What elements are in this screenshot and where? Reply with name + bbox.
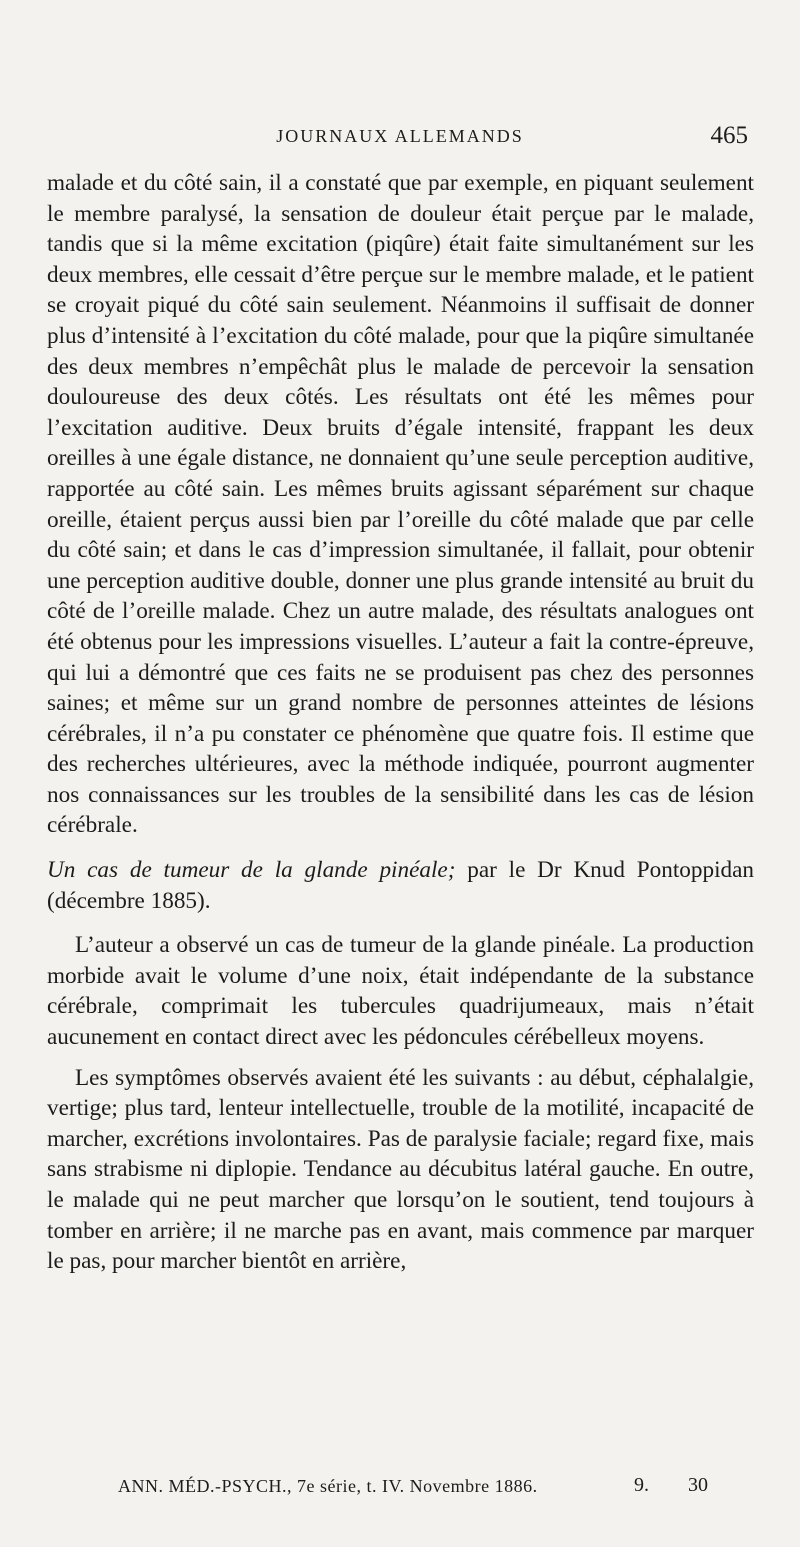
page-number: 465 (710, 122, 748, 149)
section-title-author: par le Dr Knud Pontoppidan (décembre 1885). (47, 857, 754, 914)
footer-citation: ANN. MÉD.-PSYCH., 7e série, t. IV. Novembre 1886. (118, 1476, 538, 1496)
page-header (0, 122, 800, 156)
signature-mark-b: 30 (688, 1474, 708, 1496)
page-footer (0, 1470, 800, 1500)
section-title-italic: Un cas de tumeur de la glande pinéale; (47, 857, 456, 884)
running-head: JOURNAUX ALLEMANDS (276, 126, 524, 146)
paragraph-3: Les symptômes observés avaient été les suivants : au début, céphalalgie, vertige; plus tard, lenteur intellectuelle, trouble de la motilité, incapacité de marcher, excrétions involontaires. Pas de paralysie faciale; regard fixe, mais sans strabisme ni diplopie. Tendance au décubitus latéral gauche. En outre, le malade qui ne peut marcher que lorsqu’on le soutient, tend toujours à tomber en arrière; il ne marche pas en avant, mais commence par marquer le pas, pour marcher bientôt en arrière, (47, 1064, 754, 1275)
paragraph-1: malade et du côté sain, il a constaté que par exemple, en piquant seulement le membre paralysé, la sensation de douleur était perçue par le malade, tandis que si la même excitation (piqûre) était faite simultanément sur les deux membres, elle cessait d’être perçue sur le membre malade, et le patient se croyait piqué du côté sain seulement. Néanmoins il suffisait de donner plus d’intensité à l’excitation du côté malade, pour que la piqûre simultanée des deux membres n’empêchât plus le malade de percevoir la sensation douloureuse des deux côtés. Les résultats ont été les mêmes pour l’excitation auditive. Deux bruits d’égale intensité, frappant les deux oreilles à une égale distance, ne donnaient qu’une seule perception auditive, rapportée au côté sain. Les mêmes bruits agissant séparément sur chaque oreille, étaient perçus aussi bien par l’oreille du côté malade que par celle du côté sain; et dans le cas d’impression simultanée, il fallait, pour obtenir une perception auditive double, donner une plus grande intensité au bruit du côté de l’oreille malade. Chez un autre malade, des résultats analogues ont été obtenus pour les impressions visuelles. L’auteur a fait la contre-épreuve, qui lui a démontré que ces faits ne se produisent pas chez des personnes saines; et même sur un grand nombre de personnes atteintes de lésions cérébrales, il n’a pu constater ce phénomène que quatre fois. Il estime que des recherches ultérieures, avec la méthode indiquée, pourront augmenter nos connaissances sur les troubles de la sensibilité dans les cas de lésion cérébrale. (47, 170, 754, 839)
body-text (47, 168, 754, 1277)
signature-mark-a: 9. (634, 1474, 649, 1496)
paragraph-2: L’auteur a observé un cas de tumeur de la glande pinéale. La production morbide avait le volume d’une noix, était indépendante de la substance cérébrale, comprimait les tubercules quadrijumeaux, mais n’était aucunement en contact direct avec les pédoncules cérébelleux moyens. (47, 932, 754, 1051)
section-title (47, 855, 754, 916)
